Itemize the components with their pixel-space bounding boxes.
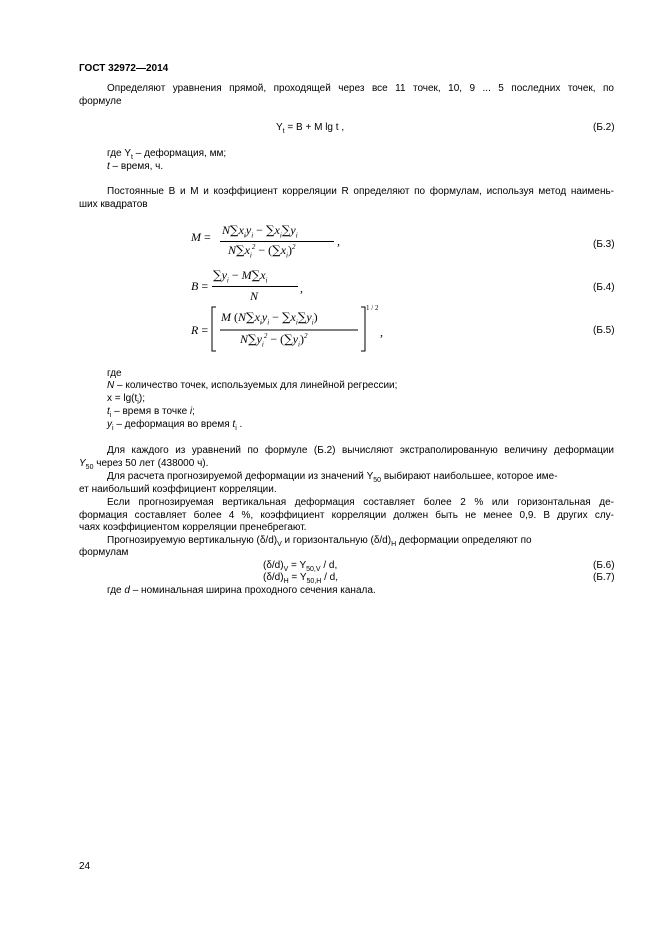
formula-r-lhs: R = (191, 323, 209, 337)
equation-number: (Б.6) (593, 560, 615, 571)
definition-line: $t_i$ – время в точке i; (107, 406, 195, 419)
paragraph-line: $Y_{50}$ через 50 лет (438000 ч). (79, 458, 209, 471)
paragraph-line: Для расчета прогнозируемой деформации из значений $Y_{50}$ выбирают наибольшее, которое име- (107, 471, 558, 484)
formula-exponent: 1 / 2 (366, 304, 379, 312)
paragraph-line: Постоянные B и M и коэффициент корреляции R определяют по формулам, используя метод наимень- (107, 186, 614, 197)
equation-number: (Б.3) (593, 239, 615, 250)
definition-line: где d – номинальная ширина проходного сечения канала. (107, 585, 376, 596)
document-header: ГОСТ 32972—2014 (79, 63, 169, 74)
definition-line: $x = \lg(t_i)$; (107, 393, 145, 406)
equation-b6: $(\delta/d)_V = Y_{50,V} / d$, (263, 560, 338, 573)
paragraph-line: формулам (79, 547, 129, 558)
equation-number: (Б.4) (593, 282, 615, 293)
formula-comma: , (337, 234, 340, 248)
fraction-bar (212, 286, 298, 287)
fraction-bar (220, 241, 334, 242)
formula-r-numerator: M $(N\sum x_iy_i - \sum x_i\sum y_i)$ (221, 310, 318, 327)
formula-r-denominator: $N\sum y_i^2 - (\sum y_i)^2$ (240, 332, 308, 349)
formula-comma: , (380, 325, 383, 339)
equation-number: (Б.5) (593, 325, 615, 336)
formula-b-denominator: N (250, 289, 259, 303)
paragraph-line: Для каждого из уравнений по формуле (Б.2) вычисляют экстраполированную величину деформации (107, 445, 614, 456)
formula-m-numerator: $N\sum x_iy_i - \sum x_i\sum y_i$ (222, 223, 298, 240)
definition-line: где $Y_t$ – деформация, мм; (107, 148, 227, 161)
equation-b2: $Y_t = B + M$ lg t , (276, 122, 345, 135)
paragraph-line: Если прогнозируемая вертикальная деформация составляет более 2 % или горизонтальная де- (107, 497, 614, 508)
paragraph-line: чаях коэффициентом корреляции пренебрегают. (79, 522, 307, 533)
formula-b-lhs: B = (191, 279, 209, 293)
paragraph-line: формация составляет более 4 %, коэффициент корреляции должен быть не менее 0,9. В других слу- (79, 510, 614, 521)
paragraph-line: ет наибольший коэффициент корреляции. (79, 484, 277, 495)
definition-line: $y_i$ – деформация во время $t_i$ . (107, 419, 243, 432)
formula-comma: , (300, 281, 303, 295)
formula-b-numerator: $\sum y_i - M\sum x_i$ (213, 268, 268, 285)
paragraph-line: Определяют уравнения прямой, проходящей через все 11 точек, 10, 9 ... 5 последних точек, по (107, 83, 614, 94)
formula-m-lhs: M = (191, 230, 211, 244)
definition-line: где (107, 368, 122, 379)
paragraph-line: Прогнозируемую вертикальную $(\delta/d)_V$ и горизонтальную $(\delta/d)_H$ деформации определяют по (107, 535, 532, 548)
equation-b7: $(\delta/d)_H = Y_{50,H} / d$, (263, 572, 339, 585)
paragraph-line: ших квадратов (79, 199, 148, 210)
page-number: 24 (79, 861, 91, 872)
paragraph-line: формуле (79, 96, 122, 107)
definition-line: t – время, ч. (107, 161, 164, 172)
equation-number: (Б.7) (593, 572, 615, 583)
definition-line: N – количество точек, используемых для линейной регрессии; (107, 380, 398, 391)
formula-m-denominator: $N\sum x_i^2 - (\sum x_i)^2$ (228, 243, 296, 260)
equation-number: (Б.2) (593, 122, 615, 133)
